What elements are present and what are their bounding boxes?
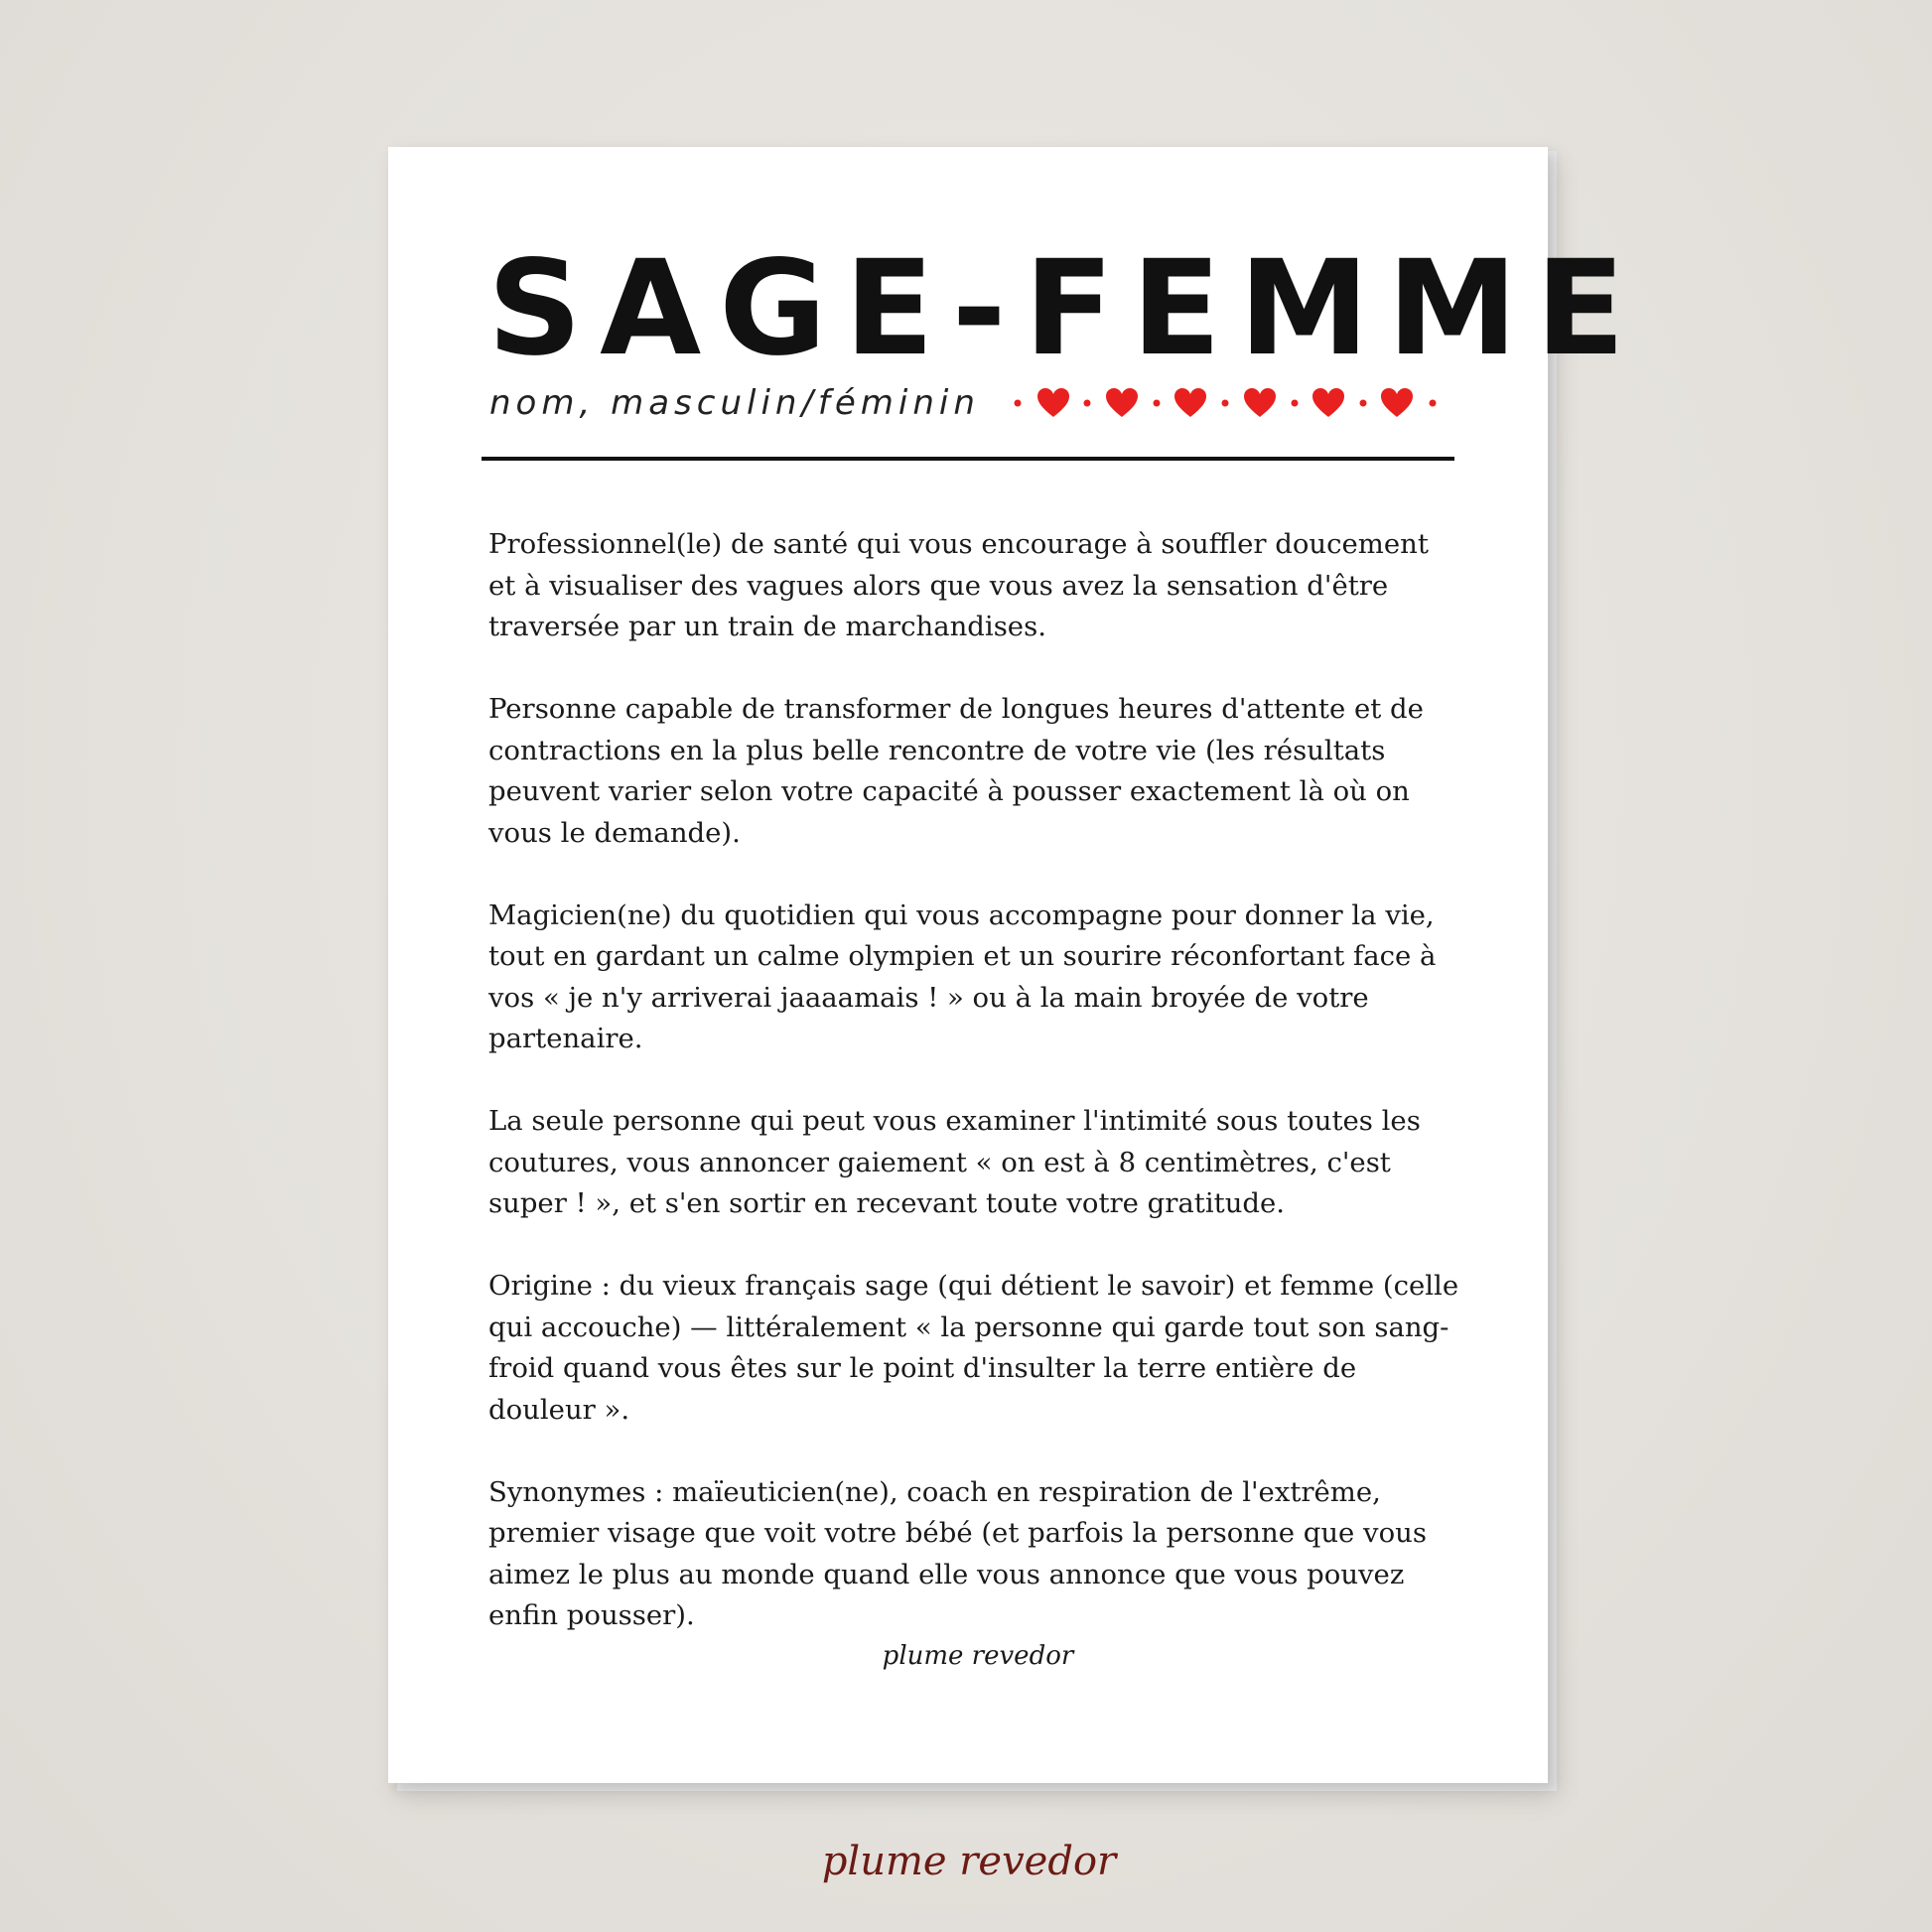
dot-icon — [1015, 400, 1022, 407]
dot-icon — [1222, 400, 1229, 407]
dot-icon — [1084, 400, 1091, 407]
origin-paragraph: Origine : du vieux français sage (qui détient le savoir) et femme (celle qui accouche) — littéralement « la personne qui garde tout son sang-froid quand vous êtes sur le point d'insulter la terre entière de douleur ». — [488, 1270, 1459, 1426]
dot-icon — [1360, 400, 1367, 407]
definition-body — [488, 524, 1461, 1678]
definition-paragraph: Professionnel(le) de santé qui vous encourage à souffler doucement et à visualiser des vagues alors que vous avez la sensation d'être traversée par un train de marchandises. — [488, 528, 1429, 642]
definition-paragraph: Magicien(ne) du quotidien qui vous accompagne pour donner la vie, tout en gardant un calme olympien et un sourire réconfortant face à vos « je n'y arriverai jaaaamais ! » ou à la main broyée de votre partenaire. — [488, 898, 1437, 1054]
heart-icon — [1037, 388, 1069, 417]
heart-icon — [1312, 388, 1344, 417]
part-of-speech: nom, masculin/féminin — [489, 383, 980, 423]
heart-icon — [1381, 388, 1413, 417]
card-signature-text: plume revedor — [882, 1641, 1074, 1671]
card-signature — [869, 1626, 1087, 1686]
poster-card — [388, 147, 1643, 1783]
heart-icon — [1106, 388, 1138, 417]
watermark-signature-text: plume revedor — [821, 1839, 1117, 1884]
title-rule — [482, 457, 1454, 461]
dot-icon — [1154, 400, 1161, 407]
dot-icon — [1430, 400, 1437, 407]
definition-paragraph: La seule personne qui peut vous examiner l'intimité sous toutes les coutures, vous annoncer gaiement « on est à 8 centimètres, c'est super ! », et s'en sortir en recevant toute votre gratitude. — [488, 1105, 1421, 1219]
heart-icon — [1244, 388, 1276, 417]
poster-title: SAGE-FEMME — [487, 232, 1643, 385]
hearts-divider — [1014, 381, 1454, 425]
synonyms-paragraph: Synonymes : maïeuticien(ne), coach en respiration de l'extrême, premier visage que voit votre bébé (et parfois la personne que vous aimez le plus au monde quand elle vous annonce que vous pouvez enfin pousser). — [488, 1475, 1427, 1631]
definition-paragraph: Personne capable de transformer de longues heures d'attente et de contractions en la plus belle rencontre de votre vie (les résultats peuvent varier selon votre capacité à pousser exactement là où on vous le demande). — [488, 693, 1424, 849]
watermark-signature — [820, 1823, 1118, 1906]
dot-icon — [1292, 400, 1299, 407]
heart-icon — [1174, 388, 1206, 417]
